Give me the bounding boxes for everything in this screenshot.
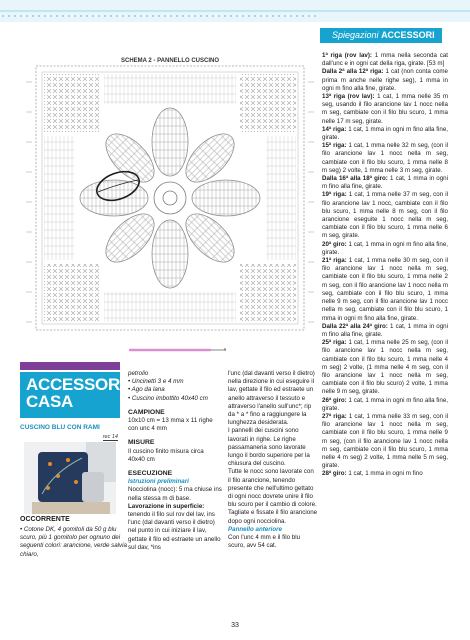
row-text: 1 cat, 1 mma in ogni m fino	[346, 470, 423, 478]
row-text: 1 cat, 1 mma in ogni m fino alla fine, girate.	[322, 396, 448, 412]
row-text: 1 cat (non conta come prima m anche nelle righe seg), 1 mma in ogni m fino alla fine, girate.	[322, 68, 448, 92]
material-item: • Cuscino imbottito 40x40 cm	[128, 394, 208, 402]
instructions-paragraph: Tutte le nocc sono lavorate con il filo arancione, tenendo presente che nell'ultimo gettato di ogni nocc dovrete unire il filo blu scuro per il cambio di colore. Tagliate e fissate il filo arancione dopo ogni nocciolina.	[228, 468, 318, 525]
header-dots	[0, 14, 318, 18]
row-label: 19ª riga:	[322, 191, 347, 199]
row-instruction	[322, 191, 448, 240]
row-label: 25ª riga:	[322, 339, 347, 347]
section-title-line2: CASA	[26, 392, 73, 411]
row-instruction	[322, 175, 448, 191]
materials-text: • Cotone DK, 4 gomitoli da 50 g blu scuro, più 1 gomitolo per ognuno dei seguenti colori: arancione, verde salvia chiaro,	[20, 526, 127, 558]
surface-work-label: Lavorazione in superficie:	[128, 502, 205, 510]
section-title-line1: ACCESSORI	[26, 375, 125, 394]
level-badge: rec 14	[102, 434, 118, 440]
row-text: 1 mma nella seconda cat dall'unc e in ogni cat della riga, girate. [53 m]	[322, 52, 448, 68]
row-label: 26ª giro:	[322, 396, 347, 404]
row-text: 1 cat, 1 mma in ogni m fino alla fine, girate.	[322, 175, 448, 191]
row-label: 20ª giro:	[322, 240, 347, 248]
row-instruction	[322, 68, 448, 93]
row-instruction	[322, 470, 448, 478]
front-panel-heading: Pannello anteriore	[228, 525, 282, 533]
row-label: 15ª riga:	[322, 142, 347, 150]
row-label: 27ª riga:	[322, 412, 347, 420]
size-heading: MISURE	[128, 439, 155, 447]
gauge-heading: CAMPIONE	[128, 408, 165, 416]
nocciolina-text: Nocciolina (nocc): 5 ma chiuse ins nella stessa m di base.	[128, 486, 222, 502]
instructions-paragraph: l'unc (dal davanti verso il dietro) nella direzione in cui eseguire il lav, gettate il filo ed estraete un anello attraverso il tessuto e attraverso l'anello sull'unc*; rip da * a * fino a raggiungere la lunghezza desiderata.	[228, 370, 315, 427]
row-label: Dalla 2ª alla 12ª riga:	[322, 68, 384, 76]
row-label: 14ª riga:	[322, 125, 347, 133]
row-instruction	[322, 126, 448, 142]
preliminary-heading: Istruzioni preliminari	[128, 478, 189, 486]
section-prefix: Spiegazioni	[332, 30, 379, 40]
row-label: 28ª giro:	[322, 470, 347, 478]
size-text: Il cuscino finito misura circa 40x40 cm	[128, 447, 204, 463]
crochet-hook-icon	[128, 346, 228, 354]
front-panel-text: Con l'unc 4 mm e il filo blu scuro, avv 54 cat.	[228, 534, 301, 550]
row-instruction	[322, 241, 448, 257]
row-text: 1 cat, 1 mma in ogni m fino alla fine, girate.	[322, 322, 448, 338]
row-text: 1 cat, 1 mma nelle 30 m seg, con il filo arancione lav 1 nocc nella m seg, cambiate con il filo blu scuro, 1 mma nelle 2 m seg, con il filo arancione lav 1 nocc nella m seg, cambiate con il filo blu scuro, 1 mma nelle 9 m seg, con il filo arancione lav 1 nocc nella m seg, cambiate con il filo blu scuro, 1 mma in ogni m fino alla fine, girate.	[322, 257, 448, 322]
row-instruction	[322, 257, 448, 323]
row-text: 1 cat, 1 mma nelle 37 m seg, con il filo arancione lav 1 nocc, cambiate con il filo blu scuro, 1 mma nelle 8 m seg, con il filo arancione eseguite 1 nocc nella m seg, cambiate con il filo blu scuro, 1 mma nelle 6 m seg, girate.	[322, 191, 448, 240]
row-label: 1ª riga (rov lav):	[322, 52, 372, 59]
row-instruction	[322, 52, 448, 68]
section-name: ACCESSORI	[381, 30, 435, 40]
row-text: 1 cat, 1 mma in ogni m fino alla fine, girate.	[322, 125, 448, 142]
row-text: 1 cat, 1 mma nelle 32 m seg, (con il filo arancione lav 1 nocc nella m seg, cambiate con il filo blu scuro, 1 mma nelle 8 m seg) 2 volte, 1 mma nelle 3 m seg, girate.	[322, 142, 448, 174]
row-text: 1 cat, 1 mma nelle 25 m seg, (con il filo arancione lav 1 nocc nella m seg, cambiate con il filo blu scuro, 1 mma nelle 4 m seg) 2 volte, (1 mma nelle 4 m seg, con il filo arancione lav 1 nocc nella m seg, cambiate con il filo blu scuro) 2 volte, 1 mma nelle 9 m seg, girate.	[322, 339, 448, 396]
crochet-chart	[22, 52, 318, 344]
chart-svg	[22, 52, 318, 344]
instructions-column-1	[128, 370, 222, 552]
section-title	[20, 372, 125, 418]
row-label: Dalla 22ª alla 24ª giro:	[322, 322, 388, 330]
row-label: Dalla 16ª alla 18ª giro:	[322, 175, 388, 183]
instructions-paragraph: I pannelli dei cuscini sono lavorati in righe. Le righe passamaneria sono lavorate lungo il bordo superiore per la chiusura del cuscino.	[228, 427, 310, 468]
material-item: • Uncinetti 3 e 4 mm	[128, 378, 184, 386]
row-instruction	[322, 93, 448, 126]
project-title: CUSCINO BLU CON RAMI	[20, 424, 100, 431]
row-instruction	[322, 142, 448, 175]
row-instruction	[322, 397, 448, 413]
chart-title: SCHEMA 2 - PANNELLO CUSCINO	[120, 58, 220, 64]
accent-bar	[20, 362, 120, 370]
project-sidebar	[20, 362, 127, 612]
rows-column	[322, 52, 448, 479]
row-label: 13ª riga (rov lav):	[322, 93, 375, 101]
row-text: 1 cat, 1 mma nelle 33 m seg, con il filo arancione lav 1 nocc nella m seg, cambiate con il filo blu scuro, 1 mma nelle 9 m seg, (con il filo arancione lav 1 nocc nella m seg, cambiate con il filo blu scuro, 1 mma nelle 4 m seg) 2 volte, 1 mma nelle 5 m seg, girate.	[322, 412, 448, 470]
row-instruction	[322, 413, 448, 470]
header-band	[0, 0, 470, 22]
materials-heading: OCCORRENTE	[20, 516, 70, 523]
material-item: • Ago da lana	[128, 386, 165, 394]
row-text: 1 cat, 1 mma nelle 35 m seg, usando il filo arancione lav 1 nocc nella m seg, cambiate con il filo blu scuro, 1 mma nelle 17 m seg, girate.	[322, 93, 449, 125]
gauge-text: 10x10 cm = 13 mma x 11 righe con unc 4 mm	[128, 417, 213, 433]
row-label: 21ª riga:	[322, 257, 347, 265]
page-number: 33	[231, 622, 239, 629]
row-text: 1 cat, 1 mma in ogni m fino alla fine, girate.	[322, 240, 448, 256]
pillow-photo	[24, 442, 116, 514]
row-instruction	[322, 323, 448, 339]
section-tab	[320, 28, 442, 43]
material-item: petrolio	[128, 370, 149, 377]
surface-work-text: tenendo il filo sul rov del lav, ins l'unc (dal davanti verso il dietro) nel punto in cui iniziare il lav, gettate il filo ed estraete un anello sul dav, *ins	[128, 511, 221, 551]
row-instruction	[322, 339, 448, 396]
execution-heading: ESECUZIONE	[128, 470, 173, 478]
instructions-column-2	[228, 370, 318, 550]
